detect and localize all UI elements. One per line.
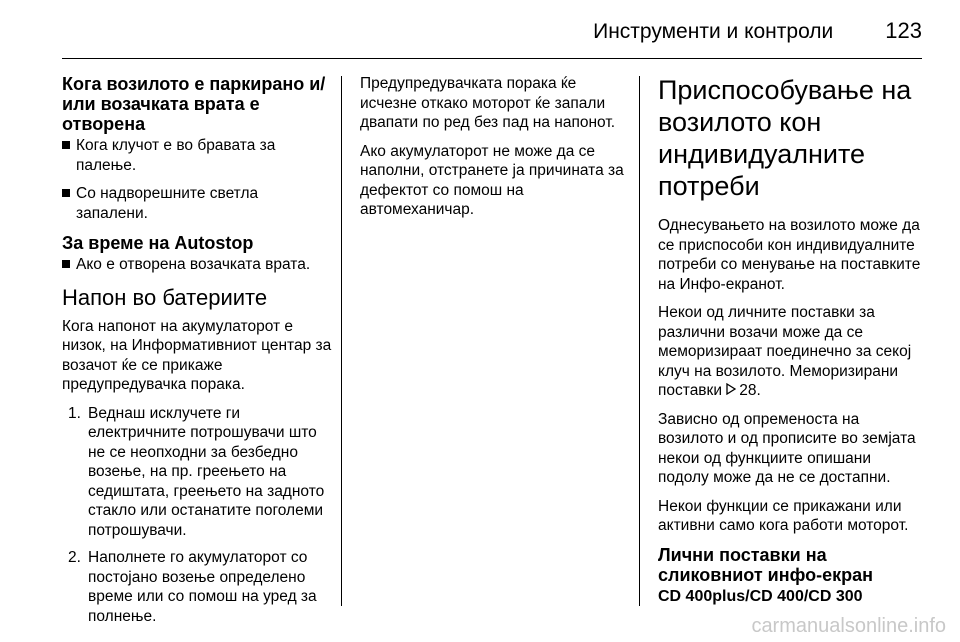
column-divider [341, 76, 342, 606]
step-item [68, 404, 332, 541]
paragraph: Однесувањето на возилото може да се приспособи кон индивидуалните потреби со менување на поставките на Инфо-екранот. [658, 217, 921, 293]
steps-list [62, 404, 332, 627]
heading-autostop: За време на Autostop [62, 233, 254, 253]
page-header [62, 18, 922, 48]
column-1 [62, 74, 332, 634]
paragraph: Предупредувачката порака ќе исчезне откако моторот ќе запали двапати по ред без пад на напонот. [360, 75, 616, 131]
heading-personal-settings: Лични поставки на сликовниот инфо-екран [658, 544, 873, 585]
column-3 [658, 74, 926, 606]
list-item: Со надворешните светла запалени. [62, 184, 332, 223]
page-reference-arrow-icon [726, 381, 736, 401]
paragraph-text: Некои од личните поставки за различни возачи може да се меморизираат поединечно за секој клуч на возилото. Меморизирани поставки [658, 304, 912, 399]
step-text: Веднаш исклучете ги електричните потрошувачи што не се неопходни за безбедно возење, на пр. греењето на седиштата, греењето на задното стакло или останатите поголеми потрошувачи. [88, 404, 325, 539]
header-title: Инструменти и контроли [593, 20, 834, 43]
paragraph [658, 303, 926, 401]
bullet-list-2 [62, 255, 332, 275]
page-number: 123 [885, 18, 922, 43]
heading-parked-door-open: Кога возилото е паркирано и/или возачката врата е отворена [62, 74, 326, 134]
column-divider [639, 76, 640, 606]
paragraph: Ако акумулаторот не може да се наполни, отстранете ја причината за дефектот со помош на автомеханичар. [360, 142, 624, 218]
step-text: Наполнете го акумулаторот со постојано возење определено време или со помош на уред за полнење. [88, 549, 317, 625]
list-item: Кога клучот е во бравата за палење. [62, 136, 332, 175]
column-2 [360, 74, 632, 229]
list-item: Ако е отворена возачката врата. [62, 255, 332, 275]
watermark: carmanualsonline.info [751, 615, 946, 637]
page-reference-link[interactable]: 28. [739, 382, 761, 399]
step-number: 2. [68, 549, 81, 566]
header-divider [62, 58, 922, 59]
paragraph: Некои функции се прикажани или активни само кога работи моторот. [658, 497, 909, 534]
paragraph: Зависно од опременоста на возилото и од прописите во земјата некои од функциите опишани подолу може да не се достапни. [658, 410, 916, 486]
step-item [68, 548, 332, 626]
bullet-list-1 [62, 136, 332, 223]
section-title-personalization: Приспособување на возилото кон индивидуалните потреби [658, 75, 912, 201]
step-number: 1. [68, 404, 81, 422]
paragraph: Кога напонот на акумулаторот е низок, на Информативниот центар за возачот ќе се прикаже предупредувачка порака. [62, 317, 332, 393]
section-title-battery-voltage: Напон во батериите [62, 284, 268, 310]
subheading-models: CD 400plus/CD 400/CD 300 [658, 587, 863, 605]
